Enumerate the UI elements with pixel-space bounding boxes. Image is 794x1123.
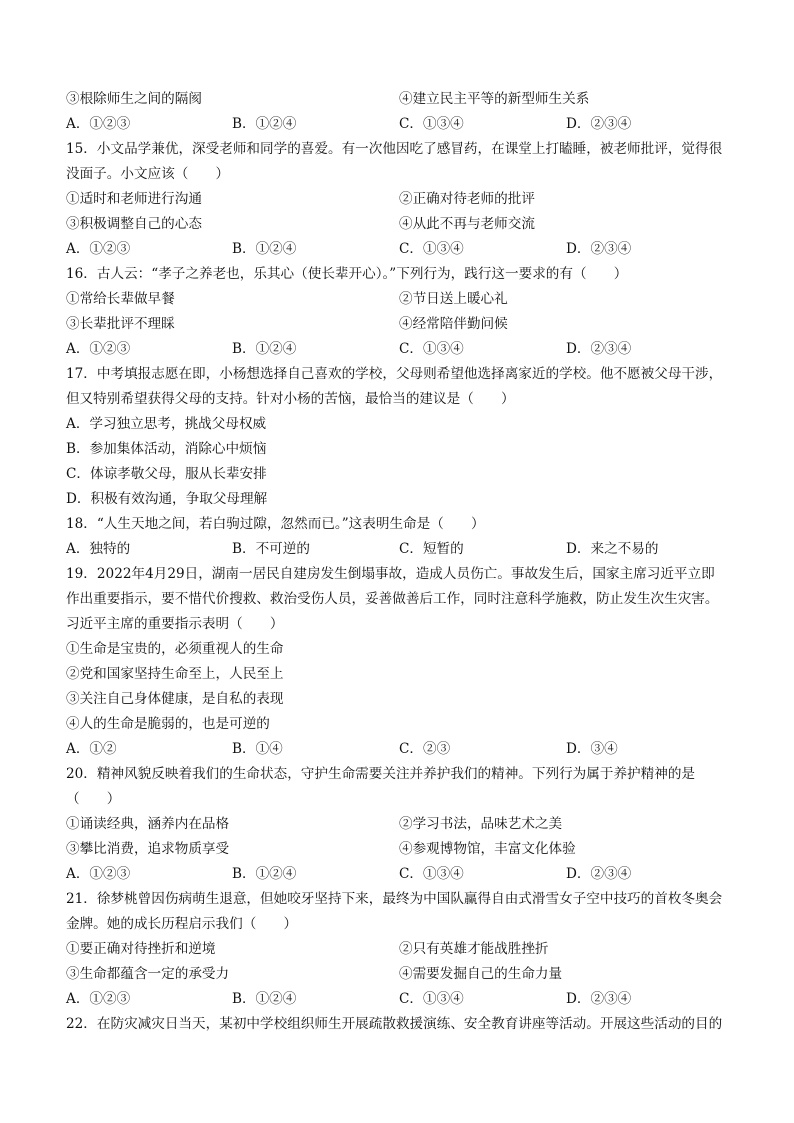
statement-1: ①生命是宝贵的，必须重视人的生命 [66, 641, 284, 657]
question-17-stem-cont: 但又特别希望获得父母的支持。针对小杨的苦恼，最恰当的建议是（ ） [66, 391, 515, 407]
option-b: B．不可逆的 [232, 541, 310, 557]
option-b: B．①②④ [232, 241, 297, 257]
question-19-stem-cont: 作出重要指示，要不惜代价搜救、救治受伤人员，妥善做善后工作，同时注意科学施救，防止发生次生灾害。 [66, 591, 719, 607]
question-20-stem-cont: （ ） [66, 791, 121, 807]
option-d: D．②③④ [566, 116, 632, 132]
option-c: C．①③④ [399, 341, 464, 357]
option-a: A．①② [66, 741, 117, 757]
option-c: C．①③④ [399, 991, 464, 1007]
statement-4: ④建立民主平等的新型师生关系 [399, 91, 590, 107]
question-19-stem-cont: 习近平主席的重要指示表明（ ） [66, 616, 284, 632]
option-b: B．①②④ [232, 341, 297, 357]
statement-3: ③攀比消费，追求物质享受 [66, 841, 230, 857]
option-a: A．①②③ [66, 341, 131, 357]
option-d: D．来之不易的 [566, 541, 659, 557]
option-d: D．②③④ [566, 241, 632, 257]
question-21-stem: 21．徐梦桃曾因伤病萌生退意，但她咬牙坚持下来，最终为中国队赢得自由式滑雪女子空中技巧的首枚冬奥会 [66, 891, 723, 907]
statement-4: ④人的生命是脆弱的，也是可逆的 [66, 716, 270, 732]
question-18-stem: 18．“人生天地之间，若白驹过隙，忽然而已。”这表明生命是（ ） [66, 516, 485, 532]
statement-3: ③积极调整自己的心态 [66, 216, 202, 232]
option-a: A．①②③ [66, 241, 131, 257]
option-d: D．积极有效沟通，争取父母理解 [66, 491, 268, 507]
option-a: A．①②③ [66, 991, 131, 1007]
option-b: B．参加集体活动，消除心中烦恼 [66, 441, 267, 457]
option-c: C．①③④ [399, 866, 464, 882]
question-20-stem: 20．精神风貌反映着我们的生命状态，守护生命需要关注并养护我们的精神。下列行为属于养护精神的是 [66, 766, 696, 782]
option-b: B．①②④ [232, 116, 297, 132]
option-c: C．①③④ [399, 116, 464, 132]
option-a: A．学习独立思考，挑战父母权威 [66, 416, 267, 432]
statement-1: ①适时和老师进行沟通 [66, 191, 202, 207]
question-19-stem: 19．2022年4月29日，湖南一居民自建房发生倒塌事故，造成人员伤亡。事故发生后，国家主席习近平立即 [66, 566, 715, 582]
option-a: A．①②③ [66, 866, 131, 882]
statement-2: ②只有英雄才能战胜挫折 [399, 941, 549, 957]
statement-3: ③根除师生之间的隔阂 [66, 91, 202, 107]
statement-3: ③关注自己身体健康，是自私的表现 [66, 691, 284, 707]
statement-1: ①诵读经典，涵养内在品格 [66, 816, 230, 832]
statement-4: ④参观博物馆，丰富文化体验 [399, 841, 576, 857]
option-a: A．①②③ [66, 116, 131, 132]
option-c: C．短暂的 [399, 541, 464, 557]
statement-2: ②正确对待老师的批评 [399, 191, 535, 207]
statement-4: ④需要发掘自己的生命力量 [399, 966, 563, 982]
statement-2: ②学习书法，品味艺术之美 [399, 816, 563, 832]
option-d: D．③④ [566, 741, 618, 757]
question-22-stem: 22．在防灾减灾日当天，某初中学校组织师生开展疏散救援演练、安全教育讲座等活动。开展这些活动的目的 [66, 1016, 723, 1032]
option-c: C．体谅孝敬父母，服从长辈安排 [66, 466, 267, 482]
option-d: D．②③④ [566, 991, 632, 1007]
statement-1: ①常给长辈做早餐 [66, 291, 175, 307]
question-21-stem-cont: 金牌。她的成长历程启示我们（ ） [66, 916, 298, 932]
option-c: C．②③ [399, 741, 451, 757]
option-d: D．②③④ [566, 341, 632, 357]
question-17-stem: 17．中考填报志愿在即，小杨想选择自己喜欢的学校，父母则希望他选择离家近的学校。他不愿被父母干涉， [66, 366, 723, 382]
statement-1: ①要正确对待挫折和逆境 [66, 941, 216, 957]
statement-4: ④从此不再与老师交流 [399, 216, 535, 232]
option-b: B．①②④ [232, 866, 297, 882]
statement-4: ④经常陪伴勤问候 [399, 316, 508, 332]
option-b: B．①④ [232, 741, 283, 757]
option-b: B．①②④ [232, 991, 297, 1007]
statement-3: ③长辈批评不理睬 [66, 316, 175, 332]
statement-2: ②党和国家坚持生命至上，人民至上 [66, 666, 284, 682]
option-d: D．②③④ [566, 866, 632, 882]
option-c: C．①③④ [399, 241, 464, 257]
option-a: A．独特的 [66, 541, 131, 557]
statement-3: ③生命都蕴含一定的承受力 [66, 966, 230, 982]
question-15-stem: 15．小文品学兼优，深受老师和同学的喜爱。有一次他因吃了感冒药，在课堂上打瞌睡，被老师批评，觉得很 [66, 141, 723, 157]
question-15-stem-cont: 没面子。小文应该（ ） [66, 166, 230, 182]
question-16-stem: 16．古人云：“孝子之养老也，乐其心（使长辈开心）。”下列行为，践行这一要求的有（ ） [66, 266, 628, 282]
statement-2: ②节日送上暖心礼 [399, 291, 508, 307]
